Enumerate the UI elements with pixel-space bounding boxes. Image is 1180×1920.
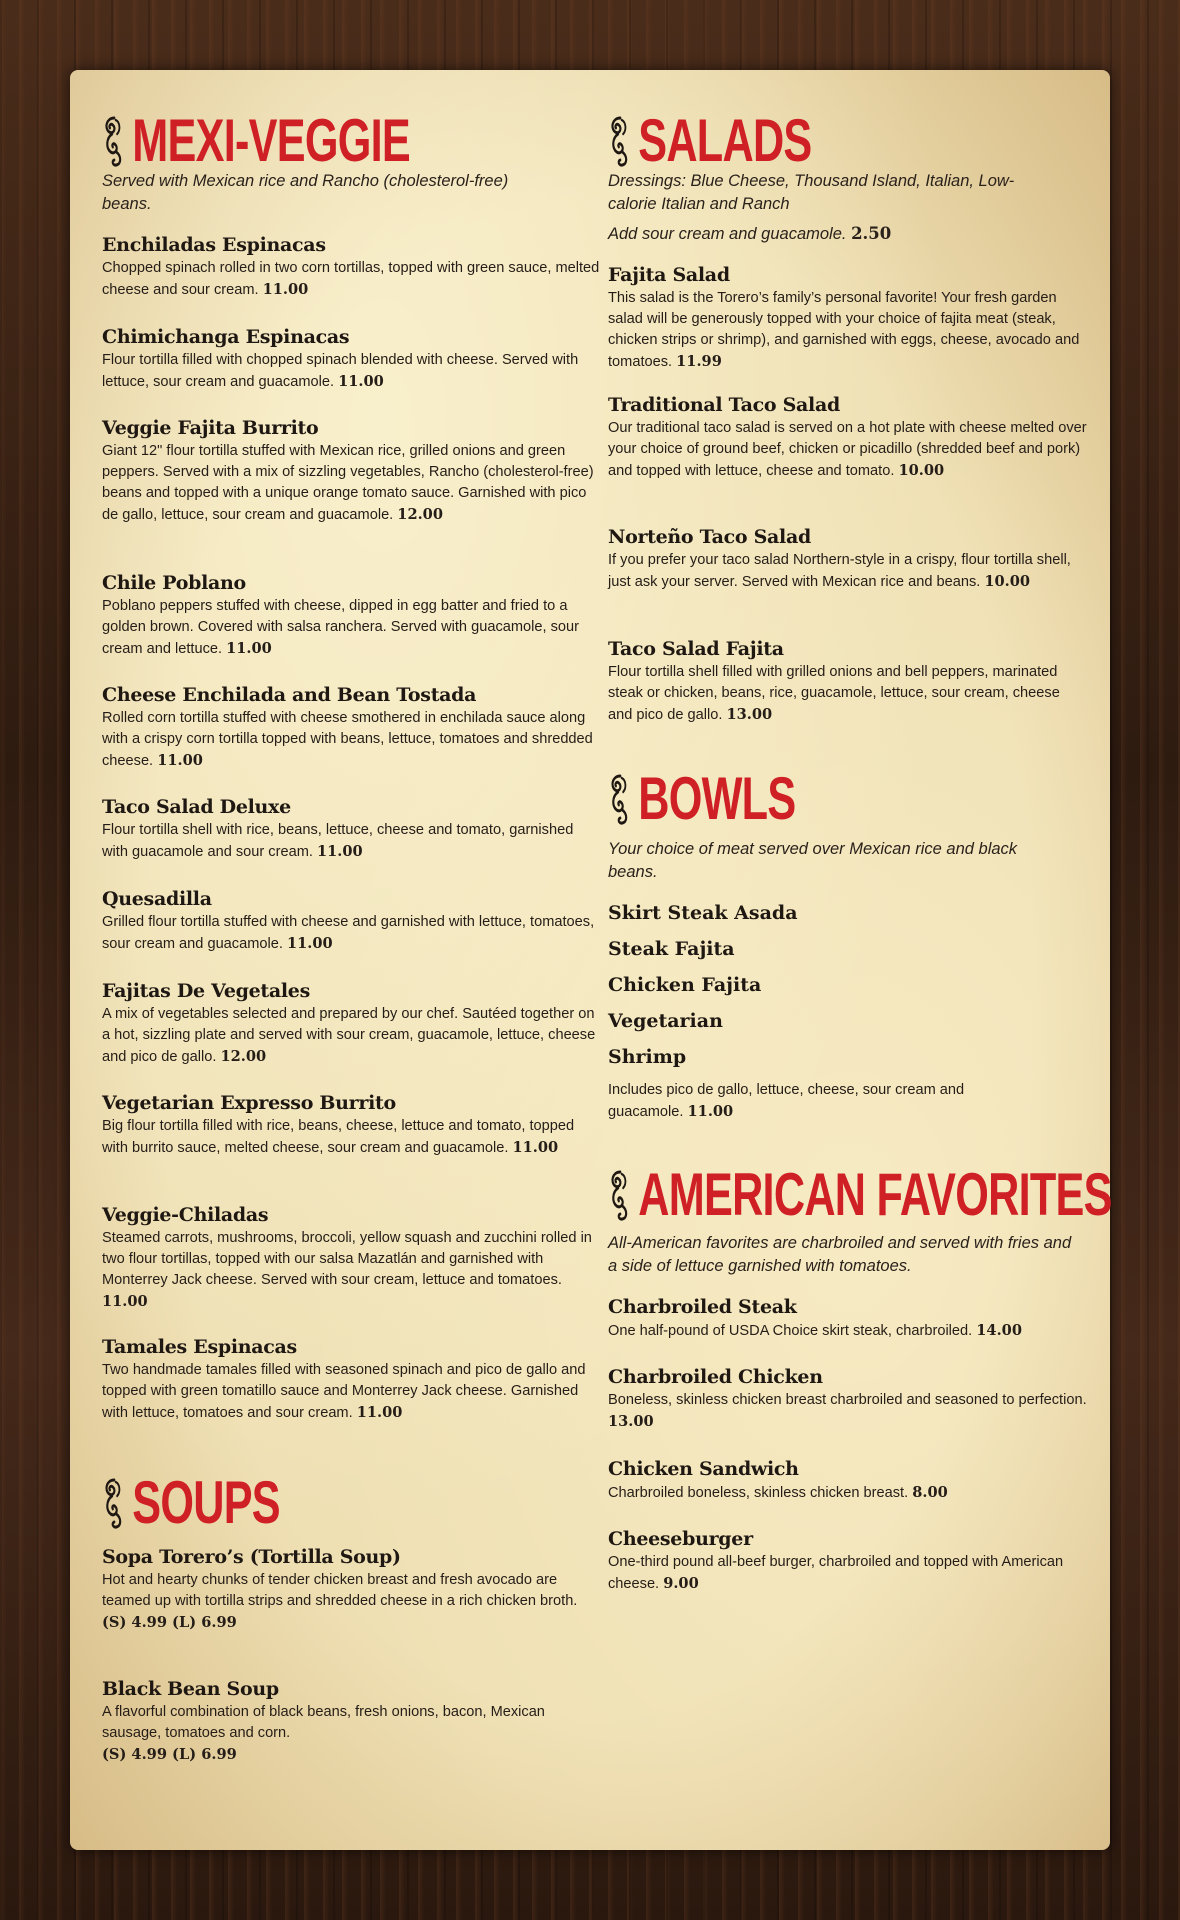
item-desc: If you prefer your taco salad Northern-style in a crispy, flour tortilla shell, just ask your server. Served with Mexican rice and beans. 10.00 bbox=[608, 552, 1071, 590]
item-price: 11.00 bbox=[356, 1404, 403, 1421]
mexi-veggie-heading: MEXI-VEGGIE bbox=[102, 106, 462, 175]
item-name: Vegetarian Expresso Burrito bbox=[102, 1092, 396, 1114]
item-desc: Steamed carrots, mushrooms, broccoli, yellow squash and zucchini rolled in two flour tortillas, topped with our salsa Mazatlán and garnished with Monterrey Jack cheese. Served with sour cream, lettuce and tomatoes. 11.00 bbox=[102, 1230, 592, 1310]
menu-item bbox=[102, 234, 602, 301]
item-desc: Grilled flour tortilla stuffed with cheese and garnished with lettuce, tomatoes, sour cream and guacamole. 11.00 bbox=[102, 914, 595, 952]
menu-item bbox=[608, 1458, 1088, 1504]
item-name: Cheeseburger bbox=[608, 1528, 753, 1550]
item-name: Black Bean Soup bbox=[102, 1678, 279, 1700]
item-price: 12.00 bbox=[397, 506, 443, 523]
american-intro: All-American favorites are charbroiled and served with fries and a side of lettuce garnished with tomatoes. bbox=[608, 1234, 1072, 1275]
swirl-ornament-icon bbox=[102, 114, 126, 168]
mexi-veggie-intro: Served with Mexican rice and Rancho (cholesterol-free) beans. bbox=[102, 172, 509, 213]
bowls-heading: BOWLS bbox=[608, 764, 954, 833]
salads-addon: Add sour cream and guacamole. 2.50 bbox=[608, 224, 892, 243]
soups-section bbox=[102, 1468, 602, 1537]
item-name: Chile Poblano bbox=[102, 572, 246, 594]
menu-item bbox=[102, 1336, 602, 1424]
item-price: 11.00 bbox=[316, 843, 363, 860]
item-name: Charbroiled Steak bbox=[608, 1296, 797, 1318]
item-desc: This salad is the Torero’s family’s personal favorite! Your fresh garden salad will be generously topped with your choice of fajita meat (steak, chicken strips or shrimp), and garnished with eggs, cheese, avocado and tomatoes. 11.99 bbox=[608, 290, 1080, 370]
soups-heading: SOUPS bbox=[102, 1468, 462, 1537]
menu-item bbox=[102, 1546, 602, 1633]
item-price: 11.00 bbox=[286, 935, 333, 952]
menu-paper bbox=[70, 70, 1110, 1850]
item-name: Fajitas De Vegetales bbox=[102, 980, 310, 1002]
swirl-ornament-icon bbox=[102, 1476, 126, 1530]
item-price: 9.00 bbox=[663, 1575, 699, 1592]
item-desc: A flavorful combination of black beans, fresh onions, bacon, Mexican sausage, tomatoes and corn. bbox=[102, 1704, 545, 1741]
item-price: 8.00 bbox=[912, 1484, 948, 1501]
american-favorites-section bbox=[608, 1160, 1112, 1229]
item-desc: Big flour tortilla filled with rice, beans, cheese, lettuce and tomato, topped with burrito sauce, melted cheese, sour cream and guacamole. 11.00 bbox=[102, 1118, 575, 1156]
menu-item bbox=[102, 796, 602, 863]
menu-item bbox=[102, 417, 602, 526]
menu-item bbox=[102, 572, 602, 660]
menu-item bbox=[608, 1528, 1088, 1595]
salads-heading: SALADS bbox=[608, 106, 954, 175]
item-price: 11.00 bbox=[102, 1293, 148, 1310]
item-price: 12.00 bbox=[220, 1048, 267, 1065]
item-name: Taco Salad Deluxe bbox=[102, 796, 291, 818]
menu-item bbox=[608, 1366, 1088, 1433]
item-name: Chimichanga Espinacas bbox=[102, 326, 350, 348]
bowls-price: 11.00 bbox=[687, 1103, 734, 1120]
item-desc: Flour tortilla shell filled with grilled onions and bell peppers, marinated steak or chicken, beans, rice, guacamole, lettuce, sour cream, cheese and pico de gallo. 13.00 bbox=[608, 664, 1060, 723]
item-price: 11.99 bbox=[676, 353, 722, 370]
menu-item bbox=[608, 1296, 1088, 1342]
menu-item bbox=[102, 1678, 602, 1765]
item-desc: Flour tortilla shell with rice, beans, lettuce, cheese and tomato, garnished with guacamole and sour cream. 11.00 bbox=[102, 822, 574, 860]
item-price: 10.00 bbox=[984, 573, 1031, 590]
item-desc: A mix of vegetables selected and prepared by our chef. Sautéed together on a hot, sizzling plate and served with sour cream, guacamole, lettuce, cheese and pico de gallo. 12.00 bbox=[102, 1006, 596, 1065]
item-price: 13.00 bbox=[608, 1413, 654, 1430]
salads-dressings: Dressings: Blue Cheese, Thousand Island, Italian, Low-calorie Italian and Ranch bbox=[608, 172, 1015, 213]
item-name: Norteño Taco Salad bbox=[608, 526, 811, 548]
menu-item bbox=[608, 264, 1088, 373]
item-name: Charbroiled Chicken bbox=[608, 1366, 823, 1388]
menu-item bbox=[102, 1092, 602, 1159]
menu-item bbox=[102, 326, 602, 393]
american-favorites-heading: AMERICAN FAVORITES bbox=[608, 1160, 954, 1229]
bowl-option: Shrimp bbox=[608, 1046, 687, 1068]
item-desc: One half-pound of USDA Choice skirt steak, charbroiled. 14.00 bbox=[608, 1322, 1022, 1339]
bowls-section bbox=[608, 764, 1088, 833]
swirl-ornament-icon bbox=[608, 1168, 632, 1222]
swirl-ornament-icon bbox=[608, 772, 632, 826]
bowls-note: Includes pico de gallo, lettuce, cheese, sour cream and guacamole. 11.00 bbox=[608, 1082, 965, 1120]
item-desc: Boneless, skinless chicken breast charbroiled and seasoned to perfection. 13.00 bbox=[608, 1392, 1087, 1430]
menu-item bbox=[102, 888, 602, 955]
swirl-ornament-icon bbox=[608, 114, 632, 168]
item-name: Sopa Torero’s (Tortilla Soup) bbox=[102, 1546, 401, 1568]
bowl-option: Vegetarian bbox=[608, 1010, 723, 1032]
bowl-option: Steak Fajita bbox=[608, 938, 735, 960]
item-desc: Flour tortilla filled with chopped spinach blended with cheese. Served with lettuce, sour cream and guacamole. 11.00 bbox=[102, 352, 579, 390]
item-desc: Poblano peppers stuffed with cheese, dipped in egg batter and fried to a golden brown. Covered with salsa ranchera. Served with guacamole, sour cream and lettuce. 11.00 bbox=[102, 598, 579, 657]
item-name: Chicken Sandwich bbox=[608, 1458, 799, 1480]
menu-item bbox=[102, 1204, 602, 1313]
menu-item bbox=[608, 638, 1088, 726]
item-desc: Giant 12" flour tortilla stuffed with Mexican rice, grilled onions and green peppers. Served with a mix of sizzling vegetables, Rancho (cholesterol-free) beans and topped with a unique orange tomato sauce. Garnished with pico de gallo, lettuce, sour cream and guacamole. 12.00 bbox=[102, 443, 594, 523]
addon-price: 2.50 bbox=[851, 224, 892, 243]
item-price: 11.00 bbox=[262, 281, 309, 298]
item-desc: Chopped spinach rolled in two corn tortillas, topped with green sauce, melted cheese and sour cream. 11.00 bbox=[102, 260, 600, 298]
item-price: 11.00 bbox=[338, 373, 384, 390]
bowl-option: Skirt Steak Asada bbox=[608, 902, 798, 924]
menu-item bbox=[102, 684, 602, 772]
item-name: Traditional Taco Salad bbox=[608, 394, 840, 416]
menu-item bbox=[102, 980, 602, 1068]
item-name: Veggie Fajita Burrito bbox=[102, 417, 319, 439]
item-price: 13.00 bbox=[726, 706, 773, 723]
item-price: (S) 4.99 (L) 6.99 bbox=[102, 1746, 237, 1763]
bowl-option: Chicken Fajita bbox=[608, 974, 762, 996]
menu-item bbox=[608, 394, 1088, 482]
item-name: Enchiladas Espinacas bbox=[102, 234, 326, 256]
item-price: 11.00 bbox=[512, 1139, 559, 1156]
item-name: Cheese Enchilada and Bean Tostada bbox=[102, 684, 477, 706]
item-price: 11.00 bbox=[226, 640, 272, 657]
item-desc: Hot and hearty chunks of tender chicken breast and fresh avocado are teamed up with tortilla strips and shredded cheese in a rich chicken broth. bbox=[102, 1572, 578, 1609]
item-desc: Charbroiled boneless, skinless chicken breast. 8.00 bbox=[608, 1484, 948, 1501]
item-name: Tamales Espinacas bbox=[102, 1336, 297, 1358]
salads-section bbox=[608, 106, 1088, 175]
item-name: Quesadilla bbox=[102, 888, 212, 910]
item-price: (S) 4.99 (L) 6.99 bbox=[102, 1614, 237, 1631]
item-desc: Two handmade tamales filled with seasoned spinach and pico de gallo and topped with green tomatillo sauce and Monterrey Jack cheese. Garnished with lettuce, tomatoes and sour cream. 11.00 bbox=[102, 1362, 586, 1421]
item-price: 11.00 bbox=[157, 752, 203, 769]
item-name: Taco Salad Fajita bbox=[608, 638, 784, 660]
item-price: 10.00 bbox=[898, 462, 945, 479]
item-desc: Our traditional taco salad is served on a hot plate with cheese melted over your choice of ground beef, chicken or picadillo (shredded beef and pork) and topped with lettuce, cheese and tomato. 10.00 bbox=[608, 420, 1087, 479]
menu-item bbox=[608, 526, 1088, 593]
mexi-veggie-section bbox=[102, 106, 602, 175]
item-desc: Rolled corn tortilla stuffed with cheese smothered in enchilada sauce along with a crispy corn tortilla topped with beans, lettuce, tomatoes and shredded cheese. 11.00 bbox=[102, 710, 593, 769]
item-price: 14.00 bbox=[976, 1322, 1022, 1339]
item-name: Fajita Salad bbox=[608, 264, 730, 286]
item-desc: One-third pound all-beef burger, charbroiled and topped with American cheese. 9.00 bbox=[608, 1554, 1064, 1592]
bowls-intro: Your choice of meat served over Mexican rice and black beans. bbox=[608, 840, 1018, 881]
item-name: Veggie-Chiladas bbox=[102, 1204, 269, 1226]
